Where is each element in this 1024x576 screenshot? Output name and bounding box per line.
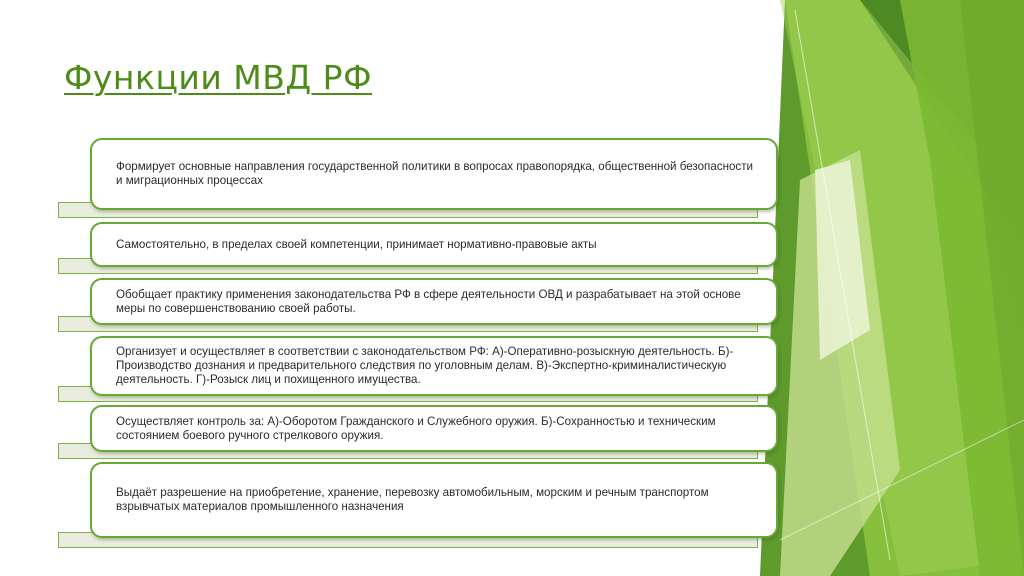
list-item bbox=[0, 462, 800, 548]
list-item-box bbox=[90, 278, 778, 325]
list-item-text: Самостоятельно, в пределах своей компетенции, принимает нормативно-правовые акты bbox=[116, 237, 597, 251]
list-item bbox=[0, 138, 800, 218]
list-item-text: Организует и осуществляет в соответствии с законодательством РФ: А)-Оперативно-розыскную деятельность. Б)-Производство дознания и предварительного следствия по уголовным делам. В)-Экспертно-криминалистическую деятельность. Г)-Розыск лиц и похищенного имущества. bbox=[116, 345, 734, 386]
list-item-box bbox=[90, 336, 778, 396]
list-item-box bbox=[90, 462, 778, 538]
list-item bbox=[0, 405, 800, 459]
list-item-text: Осуществляет контроль за: А)-Оборотом Гражданского и Служебного оружия. Б)-Сохранностью и техническим состоянием боевого ручного стрелкового оружия. bbox=[116, 414, 716, 442]
list-item-box bbox=[90, 222, 778, 267]
list-item-text: Формирует основные направления государственной политики в вопросах правопорядка, общественной безопасности и миграционных процессах bbox=[116, 160, 754, 187]
slide-title: Функции МВД РФ bbox=[64, 58, 372, 97]
list-item-box bbox=[90, 138, 778, 210]
list-item-box bbox=[90, 405, 778, 452]
list-item-text: Выдаёт разрешение на приобретение, хранение, перевозку автомобильным, морским и речным транспортом взрывчатых материалов промышленного назначения bbox=[116, 486, 709, 513]
list-item-text: Обобщает практику применения законодательства РФ в сфере деятельности ОВД и разрабатывает на этой основе меры по совершенствованию своей работы. bbox=[116, 287, 741, 315]
list-item bbox=[0, 336, 800, 402]
list-item bbox=[0, 222, 800, 274]
list-item bbox=[0, 278, 800, 332]
